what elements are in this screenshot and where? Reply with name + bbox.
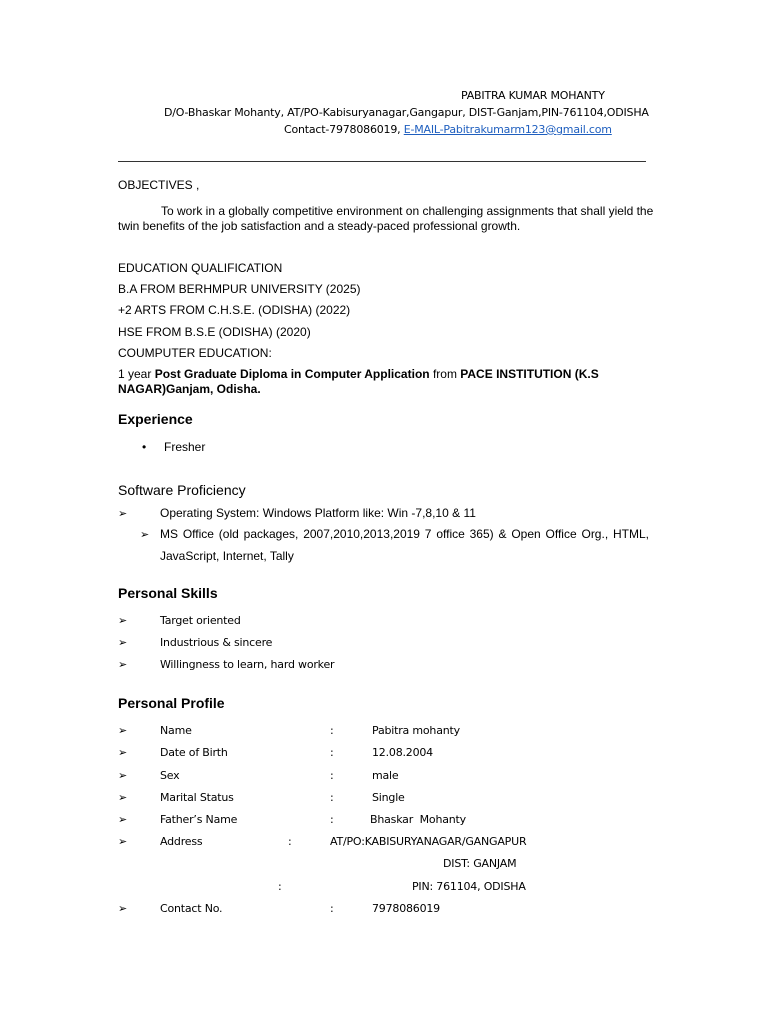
profile-colon: : [330,746,334,759]
software-ms-line2: JavaScript, Internet, Tally [160,549,294,563]
education-item: B.A FROM BERHMPUR UNIVERSITY (2025) [118,282,361,296]
education-heading: EDUCATION QUALIFICATION [118,261,283,275]
profile-label-marital: Marital Status [160,791,234,804]
profile-label-name: Name [160,724,192,737]
arrow-bullet-icon: ➢ [118,658,128,671]
arrow-bullet-icon: ➢ [140,528,150,541]
profile-value-father: Bhaskar Mohanty [370,813,466,826]
profile-value-marital: Single [372,791,405,804]
arrow-bullet-icon: ➢ [118,636,128,649]
arrow-bullet-icon: ➢ [118,724,128,737]
course-from: from [429,367,461,381]
arrow-bullet-icon: ➢ [118,791,128,804]
profile-label-father: Father’s Name [160,813,238,826]
computer-course-line1 [118,367,599,381]
profile-heading: Personal Profile [118,695,225,711]
profile-colon: : [330,791,334,804]
skill-item: Industrious & sincere [160,636,273,649]
header-divider [118,161,646,162]
contact-text: Contact-7978086019, [284,123,404,136]
arrow-bullet-icon: ➢ [118,835,128,848]
computer-course-line2: NAGAR)Ganjam, Odisha. [118,382,261,396]
profile-colon: : [330,813,334,826]
profile-label-contact: Contact No. [160,902,223,915]
profile-colon: : [330,724,334,737]
course-duration: 1 year [118,367,155,381]
profile-value-address-line3: PIN: 761104, ODISHA [412,880,526,893]
skill-item: Target oriented [160,614,241,627]
arrow-bullet-icon: ➢ [118,813,128,826]
profile-colon: : [330,769,334,782]
software-heading: Software Proficiency [118,482,246,498]
arrow-bullet-icon: ➢ [118,507,128,520]
arrow-bullet-icon: ➢ [118,902,128,915]
profile-label-dob: Date of Birth [160,746,228,759]
arrow-bullet-icon: ➢ [118,769,128,782]
profile-value-name: Pabitra mohanty [372,724,460,737]
objectives-text-line1: To work in a globally competitive environment on challenging assignments that shall yield the [161,204,654,218]
course-institute: PACE INSTITUTION (K.S [460,367,599,381]
profile-label-sex: Sex [160,769,180,782]
arrow-bullet-icon: ➢ [118,746,128,759]
skill-item: Willingness to learn, hard worker [160,658,335,671]
bullet-dot-icon: • [142,440,147,454]
profile-value-address-line2: DIST: GANJAM [443,857,517,870]
objectives-text-line2: twin benefits of the job satisfaction and a steady-paced professional growth. [118,219,521,233]
profile-colon: : [278,880,282,893]
profile-colon: : [330,902,334,915]
candidate-name: PABITRA KUMAR MOHANTY [461,89,605,102]
profile-colon: : [288,835,292,848]
address-line: D/O-Bhaskar Mohanty, AT/PO-Kabisuryanagar,Gangapur, DIST-Ganjam,PIN-761104,ODISHA [164,106,649,119]
experience-item: Fresher [164,440,206,454]
software-ms-line1: MS Office (old packages, 2007,2010,2013,2019 7 office 365) & Open Office Org., HTML, [160,527,649,541]
profile-value-sex: male [372,769,399,782]
profile-value-dob: 12.08.2004 [372,746,433,759]
profile-value-contact: 7978086019 [372,902,440,915]
profile-value-address-line1: AT/PO:KABISURYANAGAR/GANGAPUR [330,835,527,848]
education-item: +2 ARTS FROM C.H.S.E. (ODISHA) (2022) [118,303,351,317]
contact-line [284,123,612,136]
education-item: HSE FROM B.S.E (ODISHA) (2020) [118,325,311,339]
education-item: COUMPUTER EDUCATION: [118,346,272,360]
course-name: Post Graduate Diploma in Computer Application [154,367,430,381]
experience-heading: Experience [118,411,193,427]
objectives-heading: OBJECTIVES , [118,178,200,192]
skills-heading: Personal Skills [118,585,218,601]
arrow-bullet-icon: ➢ [118,614,128,627]
email-link[interactable]: E-MAIL-Pabitrakumarm123@gmail.com [403,123,612,136]
software-os: Operating System: Windows Platform like: Win -7,8,10 & 11 [160,506,476,520]
profile-label-address: Address [160,835,203,848]
